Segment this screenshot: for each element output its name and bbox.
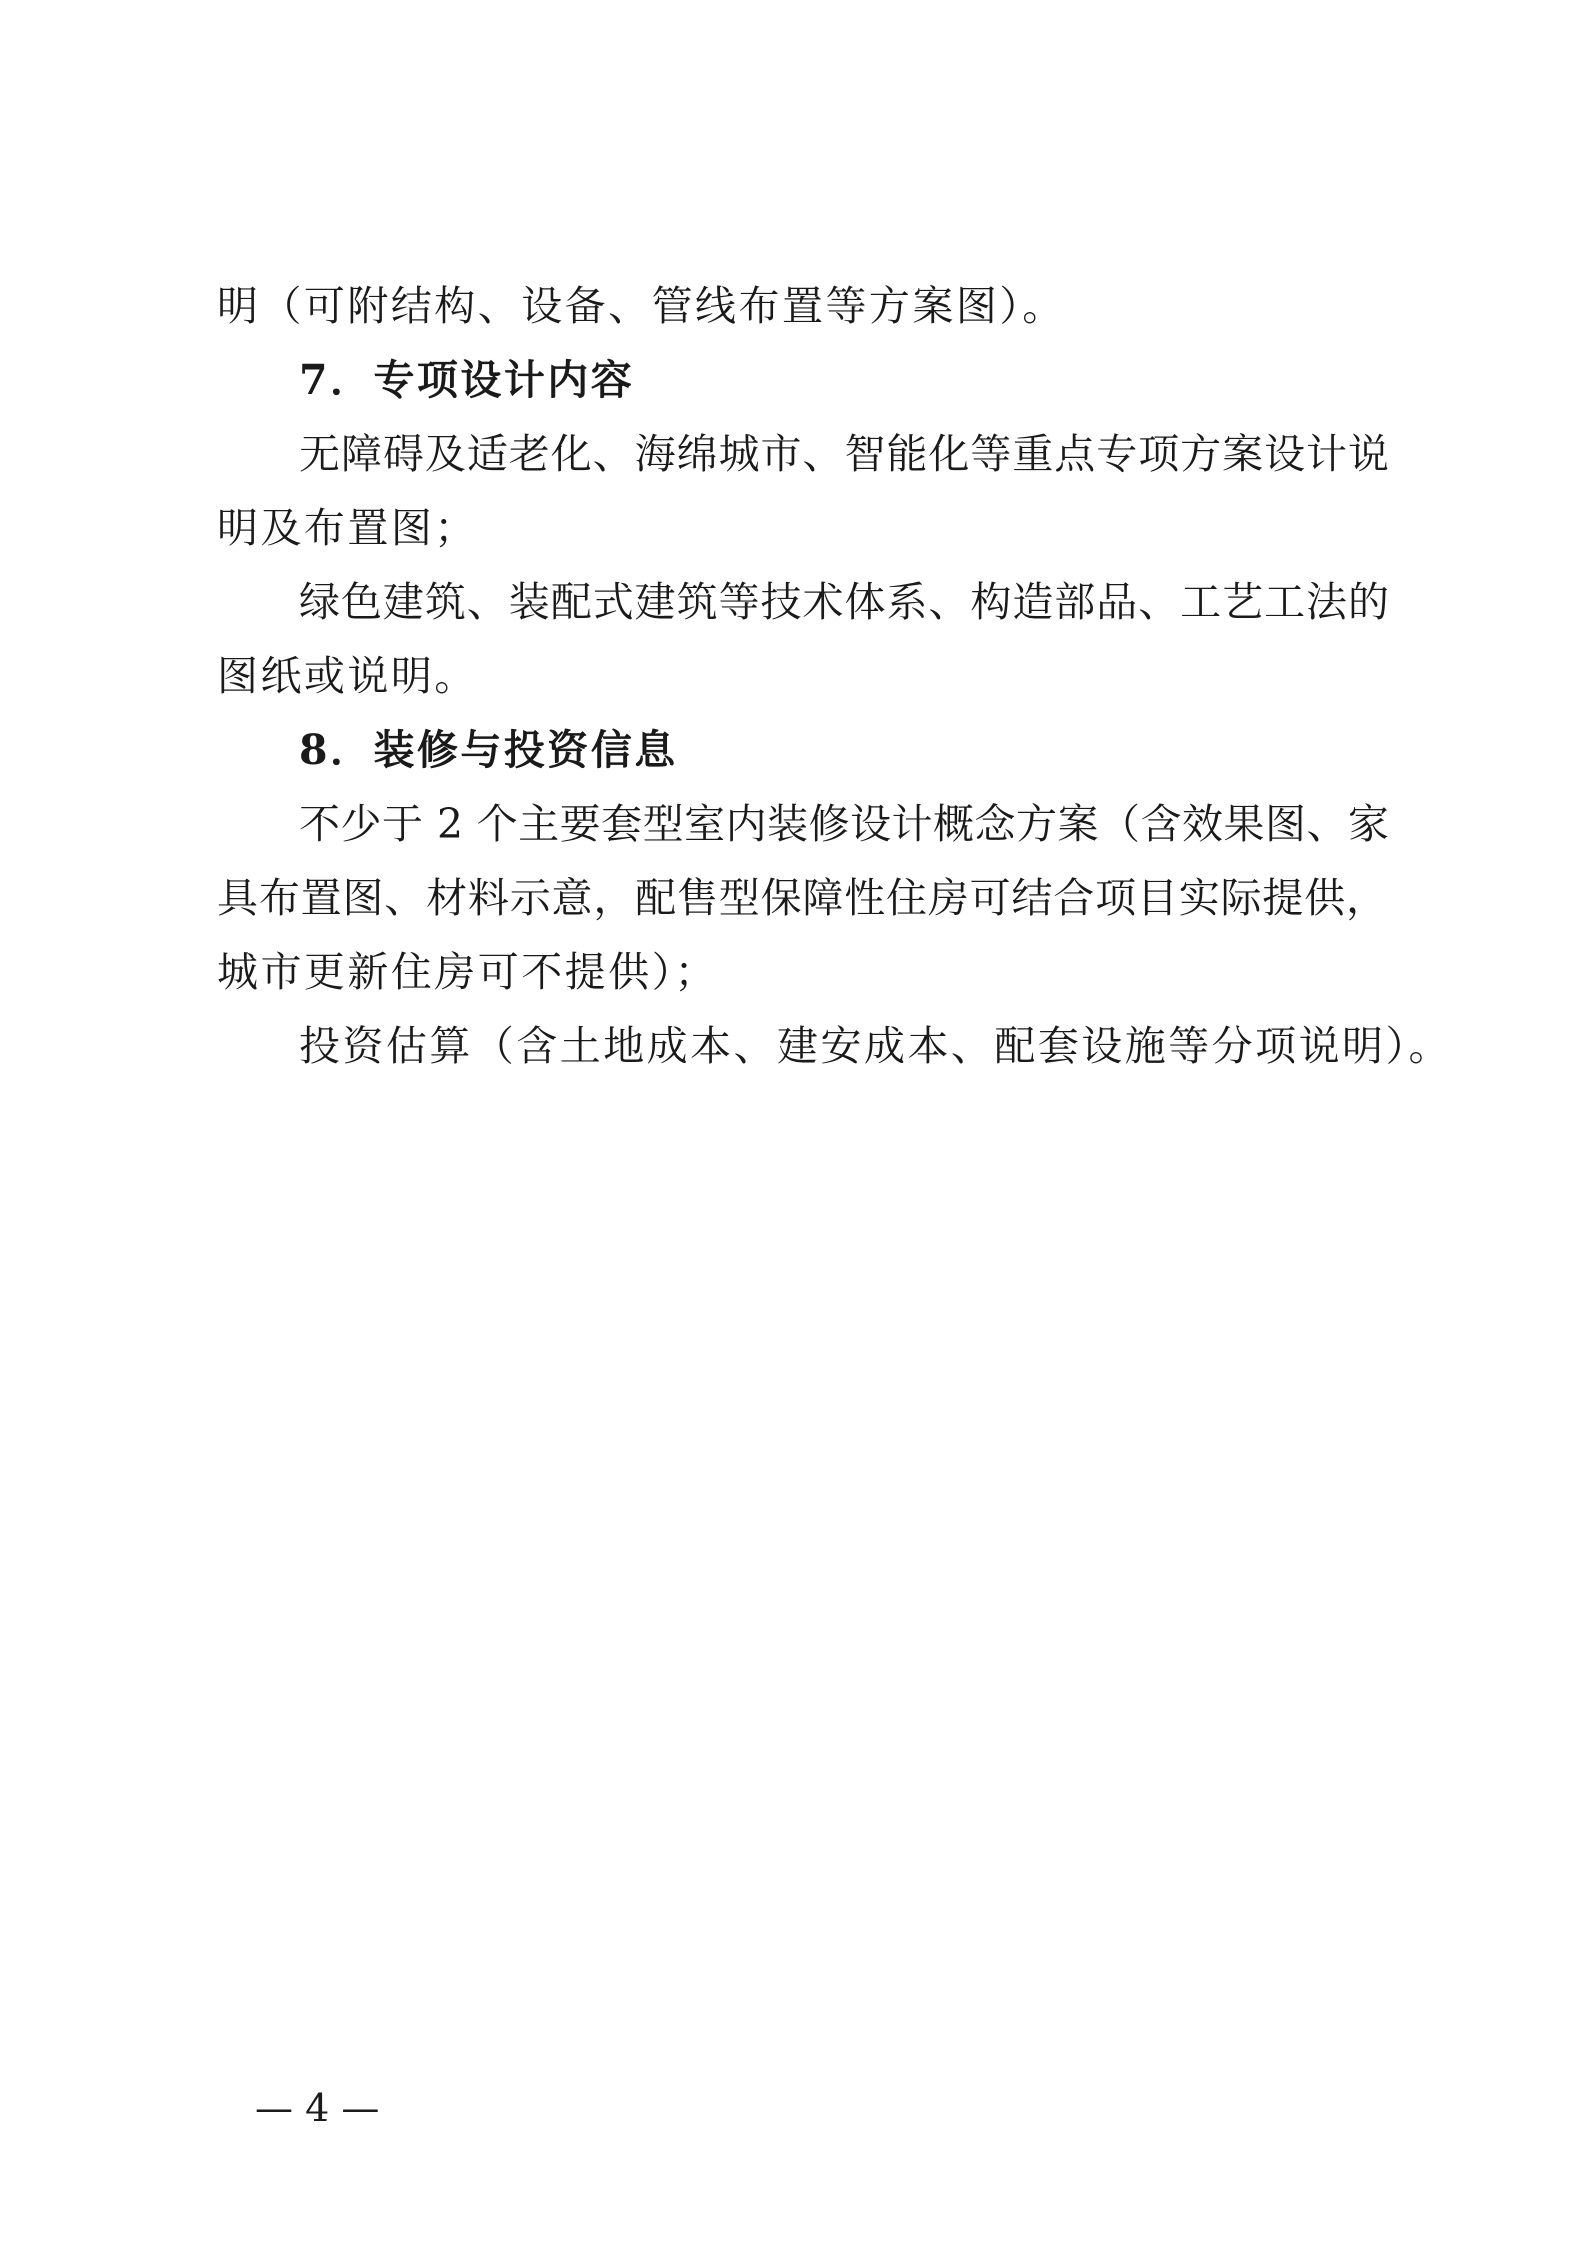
section-heading-7: 7．专项设计内容 — [299, 356, 635, 404]
paragraph-line: 绿色建筑、装配式建筑等技术体系、构造部品、工艺工法的 — [299, 578, 1389, 626]
paragraph-line: 城市更新住房可不提供）； — [217, 948, 719, 996]
paragraph-line: 无障碍及适老化、海绵城市、智能化等重点专项方案设计说 — [299, 430, 1389, 478]
section-heading-8: 8．装修与投资信息 — [299, 726, 678, 774]
paragraph-line: 图纸或说明。 — [217, 652, 478, 700]
paragraph-line: 不少于 2 个主要套型室内装修设计概念方案（含效果图、家 — [299, 800, 1389, 848]
paragraph-line: 具布置图、材料示意，配售型保障性住房可结合项目实际提供， — [217, 874, 1387, 922]
paragraph-line: 明及布置图； — [217, 504, 478, 552]
page-number: — 4 — — [255, 2086, 380, 2130]
paragraph-line: 明（可附结构、设备、管线布置等方案图）。 — [217, 282, 1066, 330]
paragraph-line: 投资估算（含土地成本、建安成本、配套设施等分项说明）。 — [299, 1022, 1452, 1070]
